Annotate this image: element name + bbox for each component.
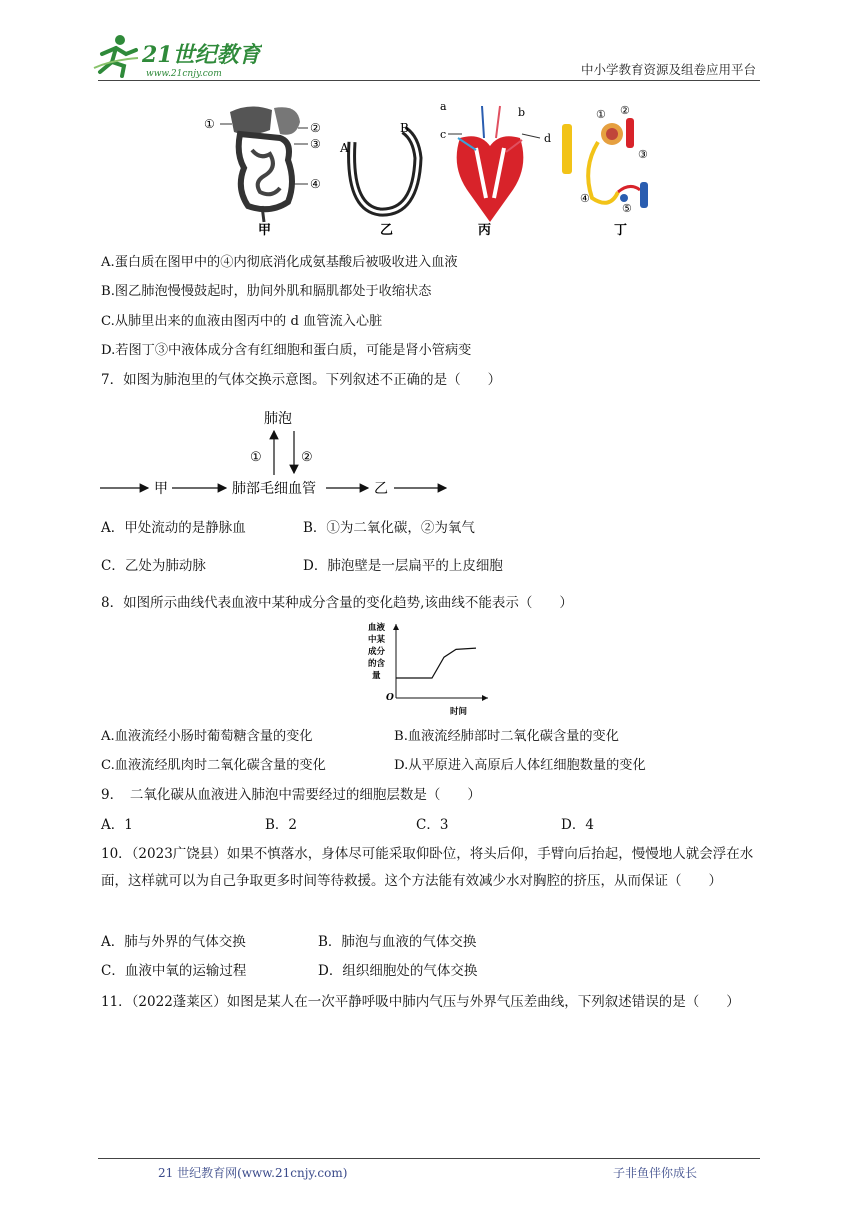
q8-option-a: A.血液流经小肠时葡萄糖含量的变化: [101, 729, 313, 744]
q10-option-a: A．肺与外界的气体交换: [101, 934, 246, 950]
q7-alveolus-label: 肺泡: [264, 411, 292, 427]
q8-stem: 8．如图所示曲线代表血液中某种成分含量的变化趋势,该曲线不能表示（ ）: [101, 595, 573, 611]
q8-graph: [366, 618, 496, 718]
label-bing-a: a: [440, 100, 447, 113]
q9-option-c: C．3: [416, 817, 449, 833]
label-bing-b: b: [518, 106, 526, 119]
q8-origin: O: [386, 693, 394, 703]
label-ding-5: ⑤: [622, 202, 632, 215]
q8-ylabel-2: 中某: [368, 635, 386, 645]
nephron-diagram: [562, 104, 648, 238]
header-platform-text: 中小学教育资源及组卷应用平台: [580, 62, 756, 77]
logo-text: 21世纪教育: [142, 42, 261, 68]
q8-option-c: C.血液流经肌肉时二氧化碳含量的变化: [101, 758, 326, 773]
q10-stem: 10．（2023广饶县）如果不慎落水，身体尽可能采取仰卧位，将头后仰，手臂向后抬起，慢慢地人就会浮在水面，这样就可以为自己争取更多时间等待救援。这个方法能有效减少水对胸腔的挤压，从而保证（ ）: [101, 846, 754, 889]
q10-option-d: D．组织细胞处的气体交换: [318, 963, 478, 979]
q10-option-c: C．血液中氧的运输过程: [101, 963, 247, 979]
q8-ylabel-4: 的含: [368, 659, 386, 669]
q7-yi-label: 乙: [374, 481, 388, 497]
q7-stem: 7．如图为肺泡里的气体交换示意图。下列叙述不正确的是（ ）: [101, 372, 502, 388]
q8-xlabel: 时间: [450, 707, 468, 717]
q7-capillary-label: 肺部毛细血管: [232, 481, 316, 497]
q7-diagram: [98, 405, 458, 500]
label-ding-2: ②: [620, 104, 630, 117]
figure-top: [200, 98, 660, 238]
logo-url: www.21cnjy.com: [146, 69, 222, 79]
site-logo: [92, 32, 262, 84]
q7-jia-label: 甲: [154, 481, 168, 497]
q8-ylabel-3: 成分: [368, 647, 386, 657]
q9-stem: 9． 二氧化碳从血液进入肺泡中需要经过的细胞层数是（ ）: [101, 787, 481, 803]
alveolus-diagram: [339, 121, 418, 238]
q9-option-b: B．2: [265, 817, 298, 833]
label-ding-4: ④: [580, 192, 590, 205]
label-jia-4: ④: [310, 177, 321, 191]
footer-divider: [98, 1158, 760, 1159]
q8-ylabel-1: 血液: [368, 623, 386, 633]
q9-option-d: D．4: [561, 817, 594, 833]
label-jia-2: ②: [310, 121, 321, 135]
label-jia-1: ①: [204, 117, 215, 131]
q7-option-d: D．肺泡壁是一层扁平的上皮细胞: [303, 558, 503, 574]
label-bing-d: d: [544, 132, 552, 145]
label-ding-3: ③: [638, 148, 648, 161]
runner-icon: [94, 35, 138, 76]
q7-option-c: C．乙处为肺动脉: [101, 558, 206, 574]
q11-stem: 11．（2022蓬莱区）如图是某人在一次平静呼吸中肺内气压与外界气压差曲线，下列叙述错误的是（ ）: [101, 994, 740, 1010]
caption-jia: 甲: [258, 223, 272, 238]
caption-yi: 乙: [380, 223, 394, 238]
footer-site[interactable]: 21 世纪教育网(www.21cnjy.com): [158, 1166, 348, 1180]
q10-option-b: B．肺泡与血液的气体交换: [318, 934, 477, 950]
q7-option-a: A．甲处流动的是静脉血: [101, 520, 246, 536]
label-jia-3: ③: [310, 137, 321, 151]
q6-option-c: C.从肺里出来的血液由图丙中的 d 血管流入心脏: [101, 314, 383, 329]
label-yi-B: B: [400, 121, 409, 135]
q9-option-a: A．1: [101, 817, 133, 833]
label-bing-c: c: [440, 128, 447, 141]
caption-bing: 丙: [478, 223, 492, 238]
q7-arrow-1-label: ①: [250, 450, 262, 465]
q7-option-b: B．①为二氧化碳，②为氧气: [303, 520, 475, 536]
caption-ding: 丁: [614, 223, 628, 238]
heart-diagram: [440, 100, 551, 238]
q8-ylabel-5: 量: [372, 671, 381, 681]
q6-option-d: D.若图丁③中液体成分含有红细胞和蛋白质，可能是肾小管病变: [101, 343, 472, 358]
q8-option-b: B.血液流经肺部时二氧化碳含量的变化: [394, 729, 619, 744]
label-ding-1: ①: [596, 108, 606, 121]
q8-option-d: D.从平原进入高原后人体红细胞数量的变化: [394, 758, 646, 773]
q6-option-b: B.图乙肺泡慢慢鼓起时，肋间外肌和膈肌都处于收缩状态: [101, 284, 432, 299]
footer-slogan: 子非鱼伴你成长: [613, 1166, 698, 1180]
label-yi-A: A: [340, 141, 349, 155]
q8-curve-line: [396, 648, 476, 678]
q7-arrow-2-label: ②: [301, 450, 313, 465]
digestive-system-diagram: [204, 106, 321, 238]
q6-option-a: A.蛋白质在图甲中的④内彻底消化成氨基酸后被吸收进入血液: [101, 255, 458, 270]
header-divider: [98, 80, 760, 81]
